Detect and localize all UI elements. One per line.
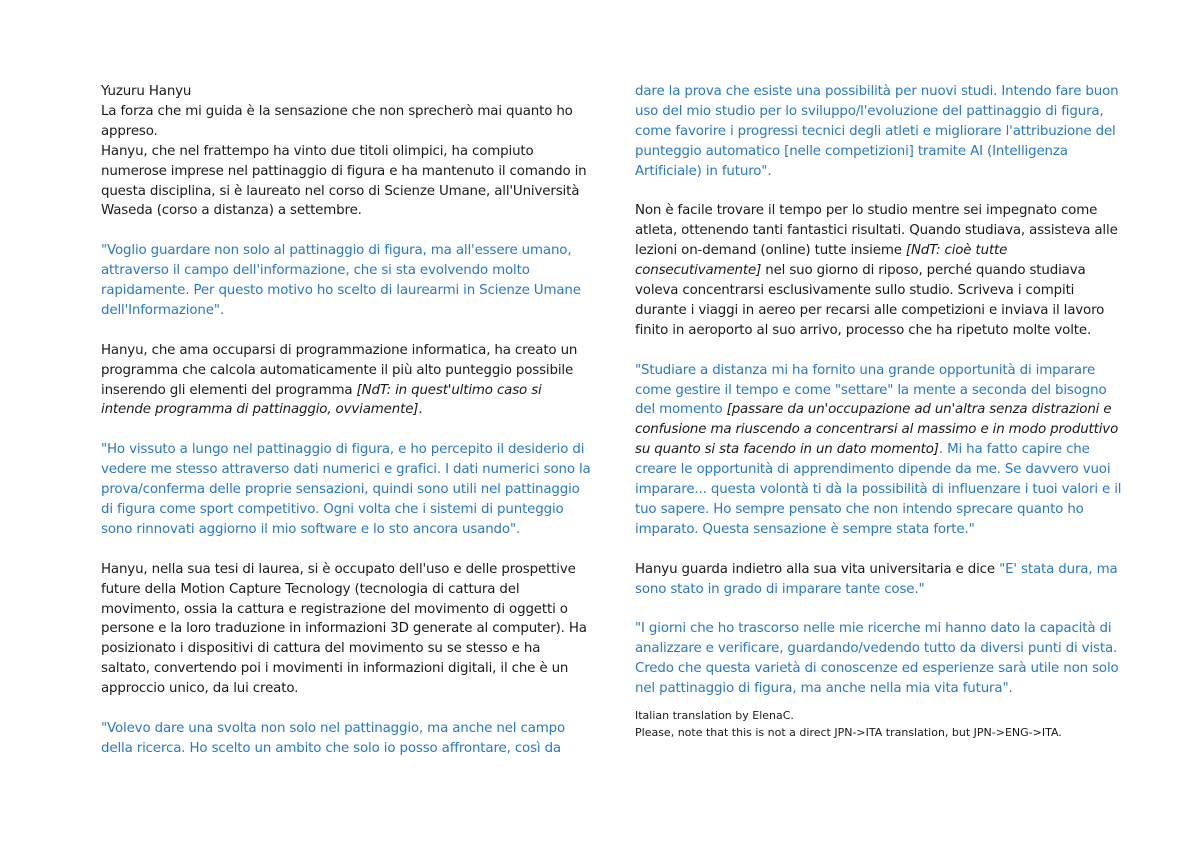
paragraph: La forza che mi guida è la sensazione che non sprecherò mai quanto ho appreso. <box>101 103 573 139</box>
paragraph-text: Hanyu guarda indietro alla sua vita universitaria e dice <box>635 561 1000 577</box>
paragraph <box>635 201 1125 340</box>
quote-text: "E' stata dura, ma sono stato in grado di imparare tante cose." <box>635 561 1118 597</box>
quote: "Voglio guardare non solo al pattinaggio di figura, ma all'essere umano, attraverso il campo dell'informazione, che si sta evolvendo molto rapidamente. Per questo motivo ho scelto di laurearmi in Scienze Umane dell'Informazione". <box>101 243 581 318</box>
paragraph: Hanyu, che nel frattempo ha vinto due titoli olimpici, ha compiuto numerose imprese nel pattinaggio di figura e ha mantenuto il comando in questa disciplina, si è laureato nel corso di Scienze Umane, all'Università Waseda (corso a distanza) a settembre. <box>101 143 587 219</box>
left-column <box>101 82 591 759</box>
paragraph-text: Hanyu, che ama occuparsi di programmazione informatica, ha creato un programma che calcola automaticamente il più alto punteggio possibile inserendo gli elementi del programma <box>101 342 578 398</box>
translator-note: [NdT: cioè tutte consecutivamente] <box>635 243 1008 279</box>
quote <box>635 361 1125 540</box>
quote: "I giorni che ho trascorso nelle mie ricerche mi hanno dato la capacità di analizzare e verificare, guardando/vedendo tutto da diversi punti di vista. Credo che questa varietà di conoscenze ed esperienze sarà utile non solo nel pattinaggio di figura, ma anche nella mia vita futura". <box>635 621 1119 697</box>
translator-note: [NdT: in quest'ultimo caso si intende programma di pattinaggio, ovviamente] <box>101 382 542 418</box>
quote: dare la prova che esiste una possibilità per nuovi studi. Intendo fare buon uso del mio studio per lo sviluppo/l'evoluzione del pattinaggio di figura, come favorire i progressi tecnici degli atleti e migliorare l'attribuzione del punteggio automatico [nelle competizioni] tramite AI (Intelligenza Artificiale) in futuro". <box>635 84 1119 179</box>
paragraph-text: Non è facile trovare il tempo per lo studio mentre sei impegnato come atleta, ottenendo tanti fantastici risultati. Quando studiava, assisteva alle lezioni on-demand (online) tutte insieme <box>635 203 1118 259</box>
translation-credit: Italian translation by ElenaC. <box>635 709 794 723</box>
quote-text: . Mi ha fatto capire che creare le opportunità di apprendimento dipende da me. Se davvero vuoi imparare... questa volontà ti dà la possibilità di influenzare i tuoi valori e il tuo sapere. Ho sempre pensato che non intendo sprecare quanto ho imparato. Questa sensazione è sempre stata forte." <box>635 442 1122 537</box>
quote: "Ho vissuto a lungo nel pattinaggio di figura, e ho percepito il desiderio di vedere me stesso attraverso dati numerici e grafici. I dati numerici sono la prova/conferma delle proprie sensazioni, quindi sono utili nel pattinaggio di figura come sport competitivo. Ogni volta che i sistemi di punteggio sono rinnovati aggiorno il mio software e lo sto ancora usando". <box>101 442 591 537</box>
paragraph <box>635 560 1125 600</box>
translation-disclaimer: Please, note that this is not a direct JPN->ITA translation, but JPN->ENG->ITA. <box>635 726 1062 740</box>
quote-text: "Studiare a distanza mi ha fornito una grande opportunità di imparare come gestire il tempo e come "settare" la mente a seconda del bisogno del momento <box>635 362 1107 418</box>
translator-note: [passare da un'occupazione ad un'altra senza distrazioni e confusione ma riuscendo a concentrarsi al massimo e in modo produttivo su quanto si sta facendo in un dato momento] <box>635 402 1119 458</box>
paragraph <box>101 341 591 421</box>
quote: "Volevo dare una svolta non solo nel pattinaggio, ma anche nel campo della ricerca. Ho scelto un ambito che solo io posso affrontare, così da <box>101 720 566 756</box>
paragraph-text: nel suo giorno di riposo, perché quando studiava voleva concentrarsi esclusivamente sullo studio. Scriveva i compiti durante i viaggi in aereo per recarsi alle competizioni e inviava il lavoro finito in aeroporto al suo arrivo, processo che ha ripetuto molte volte. <box>635 263 1105 338</box>
paragraph: Hanyu, nella sua tesi di laurea, si è occupato dell'uso e delle prospettive future della Motion Capture Tecnology (tecnologia di cattura del movimento, ossia la cattura e registrazione del movimento di oggetti o persone e la loro traduzione in informazioni 3D generate al computer). Ha posizionato i dispositivi di cattura del movimento su se stesso e ha saltato, convertendo poi i movimenti in informazioni digitali, il che è un approccio unico, da lui creato. <box>101 561 587 697</box>
paragraph-text: . <box>418 402 423 418</box>
article-title: Yuzuru Hanyu <box>101 84 192 99</box>
right-column <box>635 82 1125 741</box>
credits <box>635 707 1125 741</box>
